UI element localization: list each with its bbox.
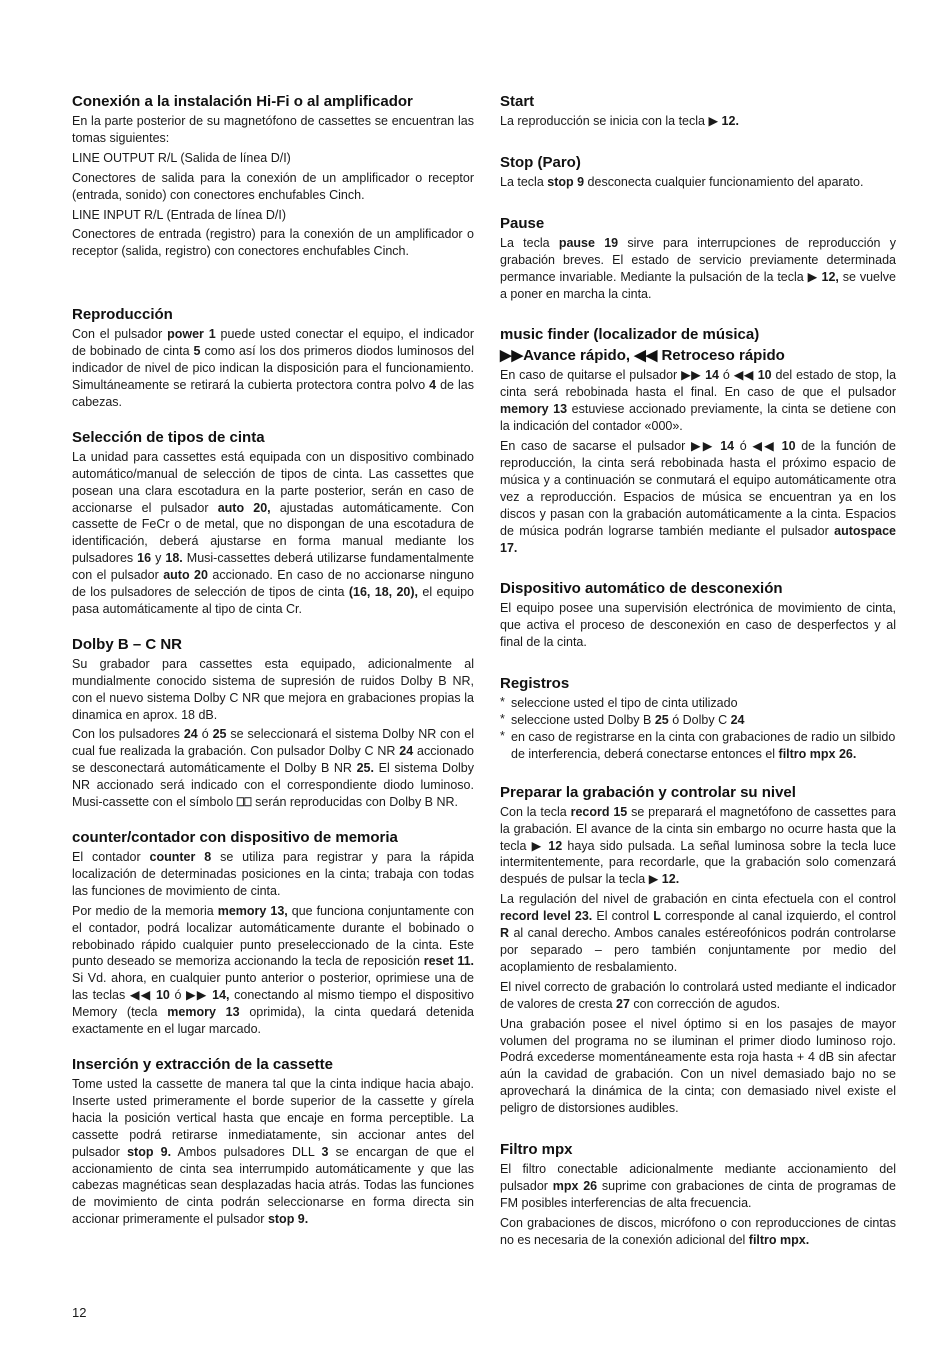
section-dolby xyxy=(72,635,474,811)
paragraph: Con grabaciones de discos, micrófono o con reproducciones de cintas no es necesaria de la conexión adicional del filtro mpx. xyxy=(500,1215,896,1247)
paragraph: El nivel correcto de grabación lo controlará usted mediante el indicador de valores de cresta 27 con corrección de agudos. xyxy=(500,979,896,1011)
paragraph: LINE INPUT R/L (Entrada de línea D/I) xyxy=(72,207,286,222)
section-pause xyxy=(500,214,896,303)
paragraph: En caso de quitarse el pulsador ▶▶ 14 ó ◀◀ 10 del estado de stop, la cinta será rebobinada hasta el final. En caso de que el pulsador memory 13 estuviese accionado previamente, la cinta se detiene con la indicación del contador «000». xyxy=(500,368,897,434)
right-column xyxy=(500,92,896,1252)
section-music-finder xyxy=(500,325,896,556)
page-number: 12 xyxy=(72,1305,87,1320)
section-start xyxy=(500,92,896,130)
paragraph: El equipo posee una supervisión electrónica de movimiento de cinta, que activa el proceso de desconexión en caso de desperfectos y al final de la cinta. xyxy=(500,601,896,650)
heading-registros: Registros xyxy=(500,675,570,693)
spacer xyxy=(72,414,474,428)
spacer xyxy=(72,621,474,635)
section-desconexion xyxy=(500,579,896,651)
heading-counter: counter/contador con dispositivo de memoria xyxy=(72,829,398,846)
list-item: * seleccione usted Dolby B 25 ó Dolby C 24 xyxy=(500,712,896,729)
heading-filtro: Filtro mpx xyxy=(500,1141,573,1159)
spacer xyxy=(72,814,474,828)
section-stop xyxy=(500,153,896,191)
heading-desconexion: Dispositivo automático de desconexión xyxy=(500,580,783,598)
heading-seleccion: Selección de tipos de cinta xyxy=(72,428,265,446)
heading-hifi: Conexión a la instalación Hi-Fi o al amplificador xyxy=(72,93,413,110)
spacer xyxy=(500,194,896,214)
spacer xyxy=(500,133,896,153)
spacer xyxy=(500,763,896,783)
section-hifi-connection xyxy=(72,92,474,260)
paragraph: Tome usted la cassette de manera tal que la cinta indique hacia abajo. Inserte usted primeramente el borde superior de la cassette y gírela hacia la posición vertical hasta que encaje en forma perceptible. La cassette podrá retirarse inmediatamente, sin accionar antes del pulsador stop 9. Ambos pulsadores DLL 3 se encargan de que el accionamiento de cinta sea interrumpido automáticamente y que las cabezas magnéticas sean desplazadas hacia atrás. Todas las funciones de movimiento de cinta podrán seleccionarse en forma directa sin accionar primeramente el pulsador stop 9. xyxy=(72,1076,474,1227)
section-seleccion xyxy=(72,428,474,618)
list-item: * en caso de registrarse en la cinta con grabaciones de radio un silbido de interferencia, deberá conectarse entonces el filtro mpx 26. xyxy=(500,729,896,763)
heading-music-finder: music finder (localizador de música) xyxy=(500,326,760,344)
spacer xyxy=(500,1120,896,1140)
heading-insercion: Inserción y extracción de la cassette xyxy=(72,1055,333,1073)
paragraph: Con la tecla record 15 se preparará el magnetófono de cassettes para la grabación. El avance de la cinta sin embargo no ocurre hasta que la tecla ▶ 12 haya sido pulsada. La señal luminosa sobre la tecla luce intermitentemente, para recordarle, que la grabación solo comenzará después de pulsar la tecla ▶ 12. xyxy=(500,804,897,887)
paragraph: Con el pulsador power 1 puede usted conectar el equipo, el indicador de bobinado de cinta 5 como así los dos primeros diodos luminosos del indicador de nivel de pico indican la disposición para el funcionamiento. Simultáneamente se retirará la cubierta protectora contra polvo 4 de las cabezas. xyxy=(72,327,475,409)
heading-start: Start xyxy=(500,93,535,110)
heading-preparar: Preparar la grabación y controlar su nivel xyxy=(500,783,796,801)
paragraph: En caso de sacarse el pulsador ▶▶ 14 ó ◀◀ 10 de la función de reproducción, la cinta será rebobinada hasta el próximo espacio de música y a continuación se conmutará el equipo automáticamente otra vez a reproducción. Espacios de música se encuentran ya en los discos y pasan con la grabación automáticamente a la cinta. Espacios de música podrán lograrse también mediante el pulsador autospace 17. xyxy=(500,439,897,555)
paragraph: La reproducción se inicia con la tecla ▶ 12. xyxy=(500,114,739,128)
list-item: * seleccione usted el tipo de cinta utilizado xyxy=(500,695,896,712)
heading-stop: Stop (Paro) xyxy=(500,153,581,171)
heading-reproduccion: Reproducción xyxy=(72,306,173,324)
paragraph: La regulación del nivel de grabación en cinta efectuela con el control record level 23. El control L corresponde al canal izquierdo, el control R al canal derecho. Ambos canales estéreofónicos podrán controlarse por separado – pero también conjuntamente por medio del acoplamiento de resbalamiento. xyxy=(500,892,896,974)
section-reproduccion xyxy=(72,305,474,411)
heading-pause: Pause xyxy=(500,214,545,232)
registros-list xyxy=(500,695,896,763)
spacer xyxy=(500,654,896,674)
paragraph: El contador counter 8 se utiliza para registrar y para la rápida localización de determinadas posiciones en la cinta; trabaja con todas las funciones de movimiento de cinta. xyxy=(72,850,474,898)
spacer xyxy=(500,305,896,325)
paragraph: En la parte posterior de su magnetófono de cassettes se encuentran las tomas siguientes: xyxy=(72,114,474,145)
section-preparar xyxy=(500,783,896,1117)
paragraph: Conectores de salida para la conexión de un amplificador o receptor (entrada, sonido) con conectores enchufables Cinch. xyxy=(72,170,474,202)
paragraph: Su grabador para cassettes esta equipado, adicionalmente al mundialmente conocido sistema de supresión de ruidos Dolby B NR, con el nuevo sistema Dolby C NR que mejora en grabaciones propias la dinamica en aprox. 18 dB. xyxy=(72,656,474,722)
paragraph: La tecla stop 9 desconecta cualquier funcionamiento del aparato. xyxy=(500,174,864,189)
section-registros xyxy=(500,674,896,763)
spacer xyxy=(500,559,896,579)
paragraph: La tecla pause 19 sirve para interrupciones de reproducción y grabación breves. El estado de servicio previamente determinada permance invariable. Mediante la pulsación de la tecla ▶ 12, se vuelve a poner en marcha la cinta. xyxy=(500,235,896,301)
paragraph: El filtro conectable adicionalmente mediante accionamiento del pulsador mpx 26 suprime con grabaciones de cinta de programas de FM posibles interferencias de alta frecuencia. xyxy=(500,1162,896,1210)
paragraph: Una grabación posee el nivel óptimo si en los pasajes de mayor volumen del programa no se iluminan el primer diodo luminoso rojo. Podrá excederse momentáneamente esta roja hasta + 4 dB sin afectar aún la cavidad de grabación. Con un nivel demasiado bajo no se aprovechará la dinámica de la cinta; con demasiado nivel existe el peligro de distorsiones audibles. xyxy=(500,1016,896,1116)
section-filtro xyxy=(500,1140,896,1249)
heading-dolby: Dolby B – C NR xyxy=(72,635,183,653)
paragraph: La unidad para cassettes está equipada con un dispositivo combinado automático/manual de selección de tipos de cinta. Las cassettes que posean una clara escotadura en la parte posterior, serán en caso de accionarse el pulsador auto 20, ajustadas automáticamente. Con cassette de FeCr o de metal, que no dispongan de una escotadura de identificación, deberá ajustarse en forma manual mediante los pulsadores 16 y 18. Musi-cassettes deberá utilizarse fundamentalmente con el pulsador auto 20 accionado. En caso de no accionarse ninguno de los pulsadores de selección de tipos de cinta (16, 18, 20), el equipo pasa automáticamente al tipo de cinta Cr. xyxy=(72,449,475,616)
spacer xyxy=(72,1041,474,1055)
heading-fast-wind: ▶▶Avance rápido, ◀◀ Retroceso rápido xyxy=(500,347,785,365)
spacer xyxy=(72,263,474,305)
section-counter xyxy=(72,828,474,1038)
paragraph: LINE OUTPUT R/L (Salida de línea D/I) xyxy=(72,150,291,165)
paragraph: Con los pulsadores 24 ó 25 se seleccionará el sistema Dolby NR con el cual fue realizada la grabación. Con pulsador Dolby C NR 24 accionado se desconectará automáticamente el Dolby B NR 25. El sistema Dolby NR accionado será indicado con el correspondiente diodo luminoso. Musi-cassette con el símbolo ⎕⎕ serán reproducidas con Dolby B NR. xyxy=(72,727,474,810)
paragraph: Por medio de la memoria memory 13, que funciona conjuntamente con el contador, podrá localizar automáticamente durante el bobinado o rebobinado rápido cualquier punto preseleccionado de la cinta. Este punto deseado se memoriza accionando la tecla de reposición reset 11. Si Vd. ahora, en cualquier punto anterior o posterior, oprimiese una de las teclas ◀◀ 10 ó ▶▶ 14, conectando al mismo tiempo el dispositivo Memory (tecla memory 13 oprimida), la cinta quedará detenida exactamente en el lugar marcado. xyxy=(72,903,475,1037)
left-column xyxy=(72,92,474,1231)
paragraph: Conectores de entrada (registro) para la conexión de un amplificador o receptor (salida, registro) con conectores enchufables Cinch. xyxy=(72,227,474,259)
section-insercion xyxy=(72,1055,474,1228)
